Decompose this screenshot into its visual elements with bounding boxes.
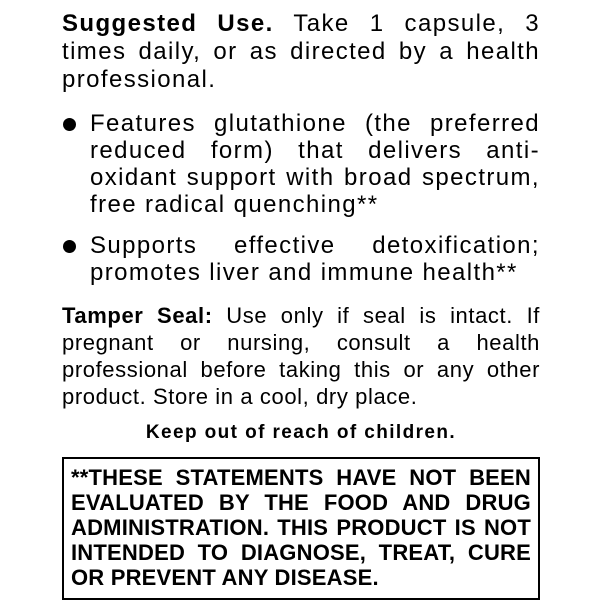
bullet-dot-icon [63, 118, 76, 131]
tamper-seal-heading: Tamper Seal: [62, 303, 213, 328]
bullet-dot-icon [63, 240, 76, 253]
tamper-seal-text: Use only if seal is intact. If pregnant or nursing, consult a health professional before taking this or any other product. Store in a cool, dry place. [62, 303, 541, 409]
keep-out-of-reach-notice: Keep out of reach of children. [145, 422, 457, 443]
tamper-seal-paragraph [62, 302, 540, 410]
suggested-use-heading: Suggested Use. [62, 10, 274, 37]
feature-item [62, 110, 540, 218]
feature-text: Supports effective detoxification; promotes liver and immune health** [90, 232, 540, 286]
feature-list [62, 110, 540, 286]
feature-text: Features glutathione (the preferred reduced form) that delivers anti-oxidant support with broad spectrum, free radical quenching** [90, 110, 540, 218]
fda-disclaimer-box: **THESE STATEMENTS HAVE NOT BEEN EVALUATED BY THE FOOD AND DRUG ADMINISTRATION. THIS PRODUCT IS NOT INTENDED TO DIAGNOSE, TREAT, CURE OR PREVENT ANY DISEASE. [62, 457, 540, 600]
feature-item [62, 232, 540, 286]
supplement-label [62, 10, 540, 600]
suggested-use-text: Take 1 capsule, 3 times daily, or as directed by a health professional. [62, 10, 540, 93]
suggested-use-paragraph [62, 10, 540, 94]
